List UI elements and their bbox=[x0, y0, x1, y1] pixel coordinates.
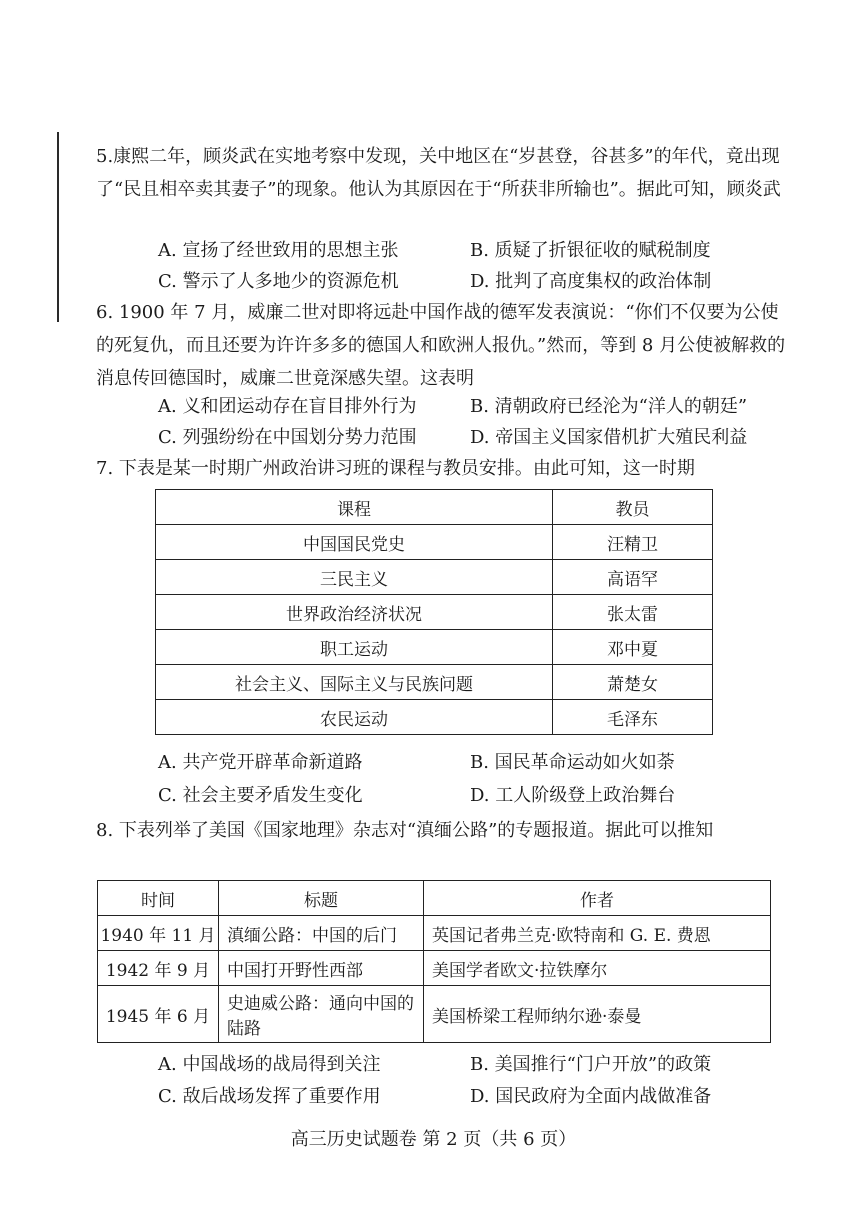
table-row bbox=[156, 595, 713, 630]
table-cell: 滇缅公路：中国的后门 bbox=[219, 916, 424, 951]
table-cell: 毛泽东 bbox=[553, 700, 713, 735]
table-cell: 萧楚女 bbox=[553, 665, 713, 700]
table-cell: 1942 年 9 月 bbox=[98, 951, 219, 986]
table-row bbox=[98, 951, 771, 986]
table-cell: 社会主义、国际主义与民族问题 bbox=[156, 665, 553, 700]
question-6-stem: 6. 1900 年 7 月，威廉二世对即将远赴中国作战的德军发表演说：“你们不仅要为公使的死复仇，而且还要为许许多多的德国人和欧洲人报仇。”然而，等到 8 月公使被解救的消息传回德国时，威廉二世竟深感失望。这表明 bbox=[96, 302, 786, 389]
table-cell: 农民运动 bbox=[156, 700, 553, 735]
table-cell: 1945 年 6 月 bbox=[98, 986, 219, 1043]
table-cell: 世界政治经济状况 bbox=[156, 595, 553, 630]
table-cell: 英国记者弗兰克·欧特南和 G. E. 费恩 bbox=[424, 916, 771, 951]
table-cell: 美国学者欧文·拉铁摩尔 bbox=[424, 951, 771, 986]
question-5-option-b[interactable]: B. 质疑了折银征收的赋税制度 bbox=[470, 240, 711, 261]
question-8-option-b[interactable]: B. 美国推行“门户开放”的政策 bbox=[470, 1054, 712, 1075]
table-row bbox=[156, 700, 713, 735]
table-header: 作者 bbox=[424, 881, 771, 916]
table-row bbox=[98, 916, 771, 951]
table-header-row bbox=[98, 881, 771, 916]
table-header: 教员 bbox=[553, 490, 713, 525]
table-header-row bbox=[156, 490, 713, 525]
table-header: 时间 bbox=[98, 881, 219, 916]
table-header: 标题 bbox=[219, 881, 424, 916]
question-7-option-a[interactable]: A. 共产党开辟革命新道路 bbox=[158, 752, 363, 773]
question-7-stem: 7. 下表是某一时期广州政治讲习班的课程与教员安排。由此可知，这一时期 bbox=[96, 458, 695, 479]
question-8-stem: 8. 下表列举了美国《国家地理》杂志对“滇缅公路”的专题报道。据此可以推知 bbox=[96, 820, 714, 841]
question-5-option-c[interactable]: C. 警示了人多地少的资源危机 bbox=[158, 271, 399, 292]
table-cell: 邓中夏 bbox=[553, 630, 713, 665]
table-cell: 张太雷 bbox=[553, 595, 713, 630]
table-header: 课程 bbox=[156, 490, 553, 525]
question-5-stem: 5.康熙二年，顾炎武在实地考察中发现，关中地区在“岁甚登，谷甚多”的年代，竟出现了“民且相卒卖其妻子”的现象。他认为其原因在于“所获非所输也”。据此可知，顾炎武 bbox=[96, 146, 781, 200]
question-8-option-d[interactable]: D. 国民政府为全面内战做准备 bbox=[470, 1086, 712, 1107]
question-5-option-d[interactable]: D. 批判了高度集权的政治体制 bbox=[470, 271, 712, 292]
question-6-option-c[interactable]: C. 列强纷纷在中国划分势力范围 bbox=[158, 427, 417, 448]
table-cell: 史迪威公路：通向中国的陆路 bbox=[219, 986, 424, 1043]
table-cell: 1940 年 11 月 bbox=[98, 916, 219, 951]
binding-margin-line bbox=[57, 132, 59, 322]
question-6-option-a[interactable]: A. 义和团运动存在盲目排外行为 bbox=[158, 396, 417, 417]
table-cell: 美国桥梁工程师纳尔逊·泰曼 bbox=[424, 986, 771, 1043]
table-row bbox=[156, 560, 713, 595]
table-row bbox=[156, 665, 713, 700]
table-cell: 中国打开野性西部 bbox=[219, 951, 424, 986]
table-row bbox=[98, 986, 771, 1043]
table-cell: 汪精卫 bbox=[553, 525, 713, 560]
question-6-option-d[interactable]: D. 帝国主义国家借机扩大殖民利益 bbox=[470, 427, 748, 448]
question-8-option-a[interactable]: A. 中国战场的战局得到关注 bbox=[158, 1054, 381, 1075]
question-8-option-c[interactable]: C. 敌后战场发挥了重要作用 bbox=[158, 1086, 381, 1107]
table-cell: 三民主义 bbox=[156, 560, 553, 595]
question-8-table bbox=[97, 880, 771, 1043]
table-cell: 职工运动 bbox=[156, 630, 553, 665]
question-7-option-c[interactable]: C. 社会主要矛盾发生变化 bbox=[158, 785, 363, 806]
question-7-table bbox=[155, 489, 713, 735]
table-row bbox=[156, 525, 713, 560]
table-cell: 高语罕 bbox=[553, 560, 713, 595]
question-7-option-b[interactable]: B. 国民革命运动如火如荼 bbox=[470, 752, 675, 773]
table-cell: 中国国民党史 bbox=[156, 525, 553, 560]
table-row bbox=[156, 630, 713, 665]
question-6-option-b[interactable]: B. 清朝政府已经沦为“洋人的朝廷” bbox=[470, 396, 748, 417]
page-footer: 高三历史试题卷 第 2 页（共 6 页） bbox=[290, 1129, 577, 1150]
question-5-option-a[interactable]: A. 宣扬了经世致用的思想主张 bbox=[158, 240, 399, 261]
question-7-option-d[interactable]: D. 工人阶级登上政治舞台 bbox=[470, 785, 676, 806]
